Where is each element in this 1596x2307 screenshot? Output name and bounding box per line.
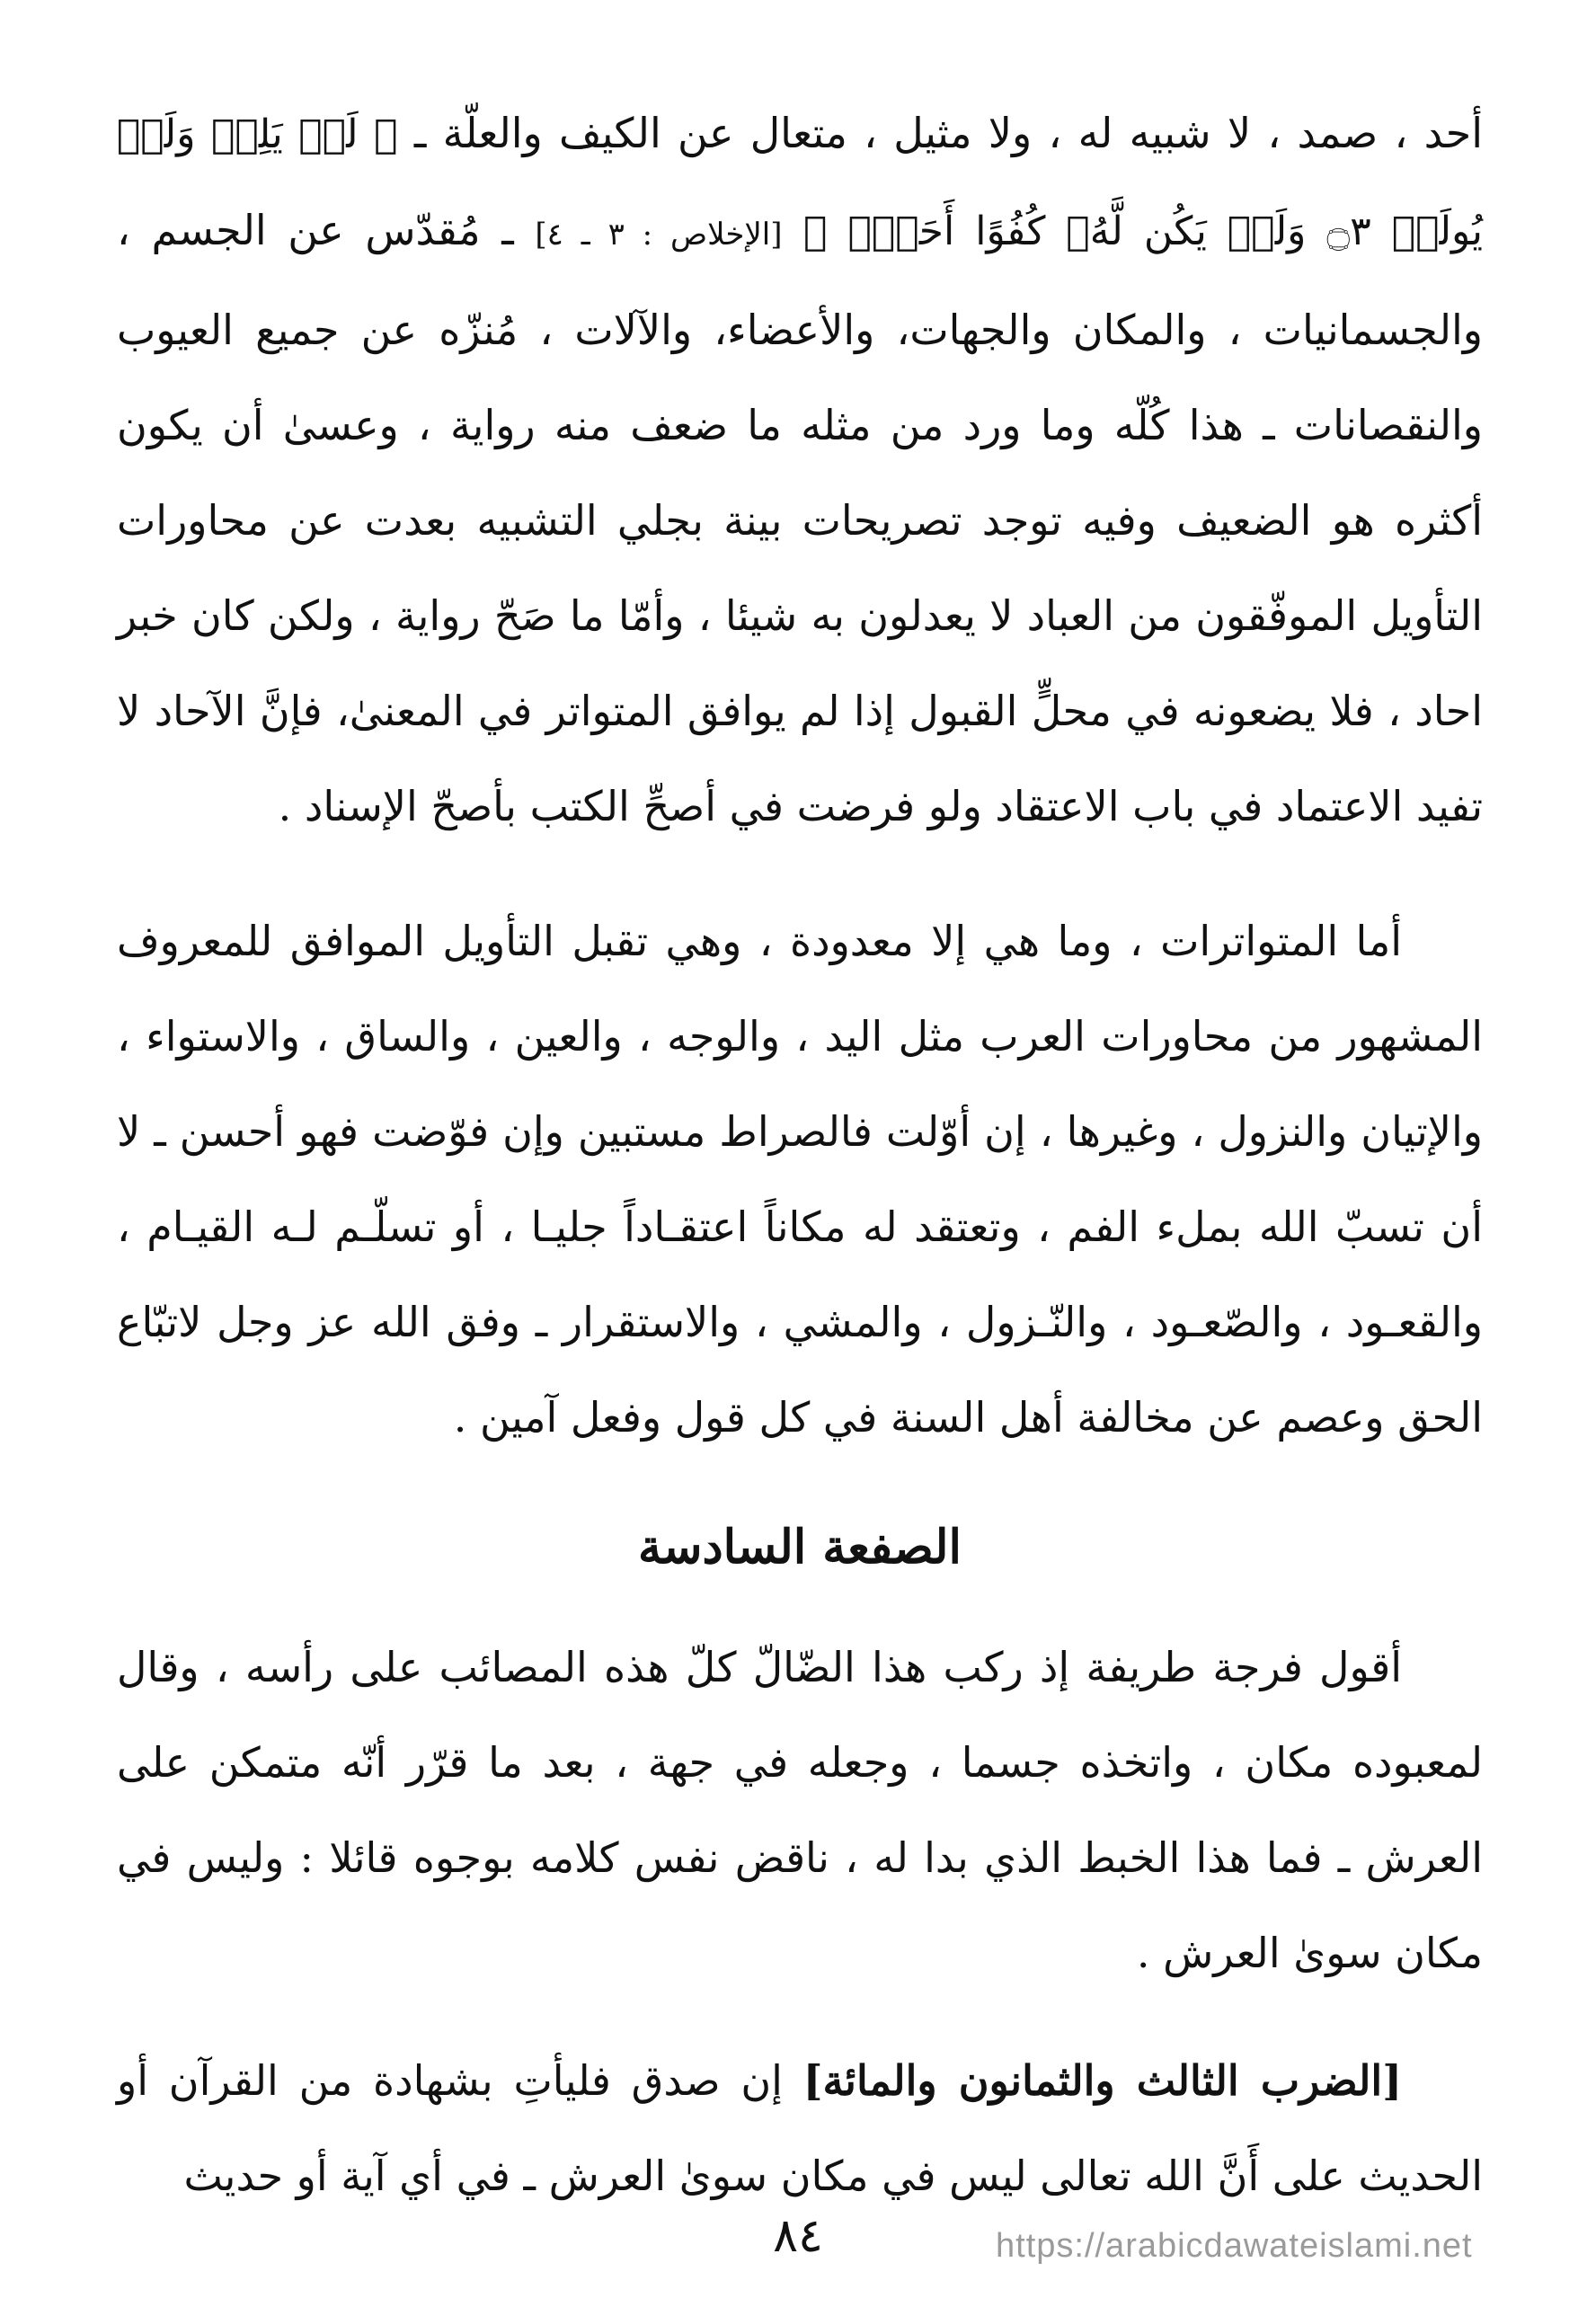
section-title: الصفعة السادسة <box>638 1520 962 1575</box>
paragraph-4-heading: [الضرب الثالث والثمانون والمائة] <box>802 2056 1402 2105</box>
paragraph-1-part-b: ـ مُقدّس عن الجسم ، والجسمانيات ، والمكان والجهات، والأعضاء، والآلات ، مُنزّه عن جميع العيوب والنقصانات ـ هذا كُلّه وما ورد من مثله ما ضعف منه رواية ، وعسىٰ أن يكون أكثره هو الضعيف وفيه توجد تصريحات بينة بجلي التشبيه بعدت عن محاورات التأويل الموفّقون من العباد لا يعدلون به شيئا ، وأمّا ما صَحّ رواية ، ولكن كان خبر احاد ، فلا يضعونه في محلٍّ القبول إذا لم يوافق المتواتر في المعنىٰ، فإنَّ الآحاد لا تفيد الاعتماد في باب الاعتقاد ولو فرضت في أصحِّ الكتب بأصحّ الإسناد . <box>117 206 1483 830</box>
quran-verse: ﴿ لَمۡ يَلِدۡ وَلَمۡ يُولَدۡ ۝٣ وَلَمۡ يَكُن لَّهُۥ كُفُوًا أَحَدُۢ ﴾ <box>117 111 1484 254</box>
paragraph-2: أما المتواترات ، وما هي إلا معدودة ، وهي تقبل التأويل الموافق للمعروف المشهور من محاورات العرب مثل اليد ، والوجه ، والعين ، والساق ، والاستواء ، والإتيان والنزول ، وغيرها ، إن أوّلت فالصراط مستبين وإن فوّضت فهو أحسن ـ لا أن تسبّ الله بملء الفم ، وتعتقد له مكاناً اعتقـاداً جليـا ، أو تسلّـم لـه القيـام ، والقعـود ، والصّعـود ، والنّـزول ، والمشي ، والاستقرار ـ وفق الله عز وجل لاتبّاع الحق وعصم عن مخالفة أهل السنة في كل قول وفعل آمين . <box>117 917 1483 1442</box>
watermark-url: https://arabicdawateislami.net <box>996 2227 1473 2265</box>
paragraph-3: أقول فرجة طريفة إذ ركب هذا الضّالّ كلّ هذه المصائب على رأسه ، وقال لمعبوده مكان ، واتخذه جسما ، وجعله في جهة ، بعد ما قرّر أنّه متمكن على العرش ـ فما هذا الخبط الذي بدا له ، ناقض نفس كلامه بوجوه قائلا : وليس في مكان سوىٰ العرش . <box>117 1643 1483 1977</box>
quran-reference: [الإخلاص : ٣ ـ ٤] <box>535 217 783 253</box>
book-page <box>117 85 1483 2223</box>
page-number: ٨٤ <box>773 2209 823 2263</box>
paragraph-4-text: إن صدق فليأتِ بشهادة من القرآن أو الحديث على أَنَّ الله تعالى ليس في مكان سوىٰ العرش ـ في أي آية أو حديث <box>117 2056 1483 2200</box>
paragraph-1 <box>117 85 1483 854</box>
paragraph-1-part-a: أحد ، صمد ، لا شبيه له ، ولا مثيل ، متعال عن الكيف والعلّة ـ <box>413 109 1483 157</box>
paragraph-4 <box>117 2033 1483 2223</box>
